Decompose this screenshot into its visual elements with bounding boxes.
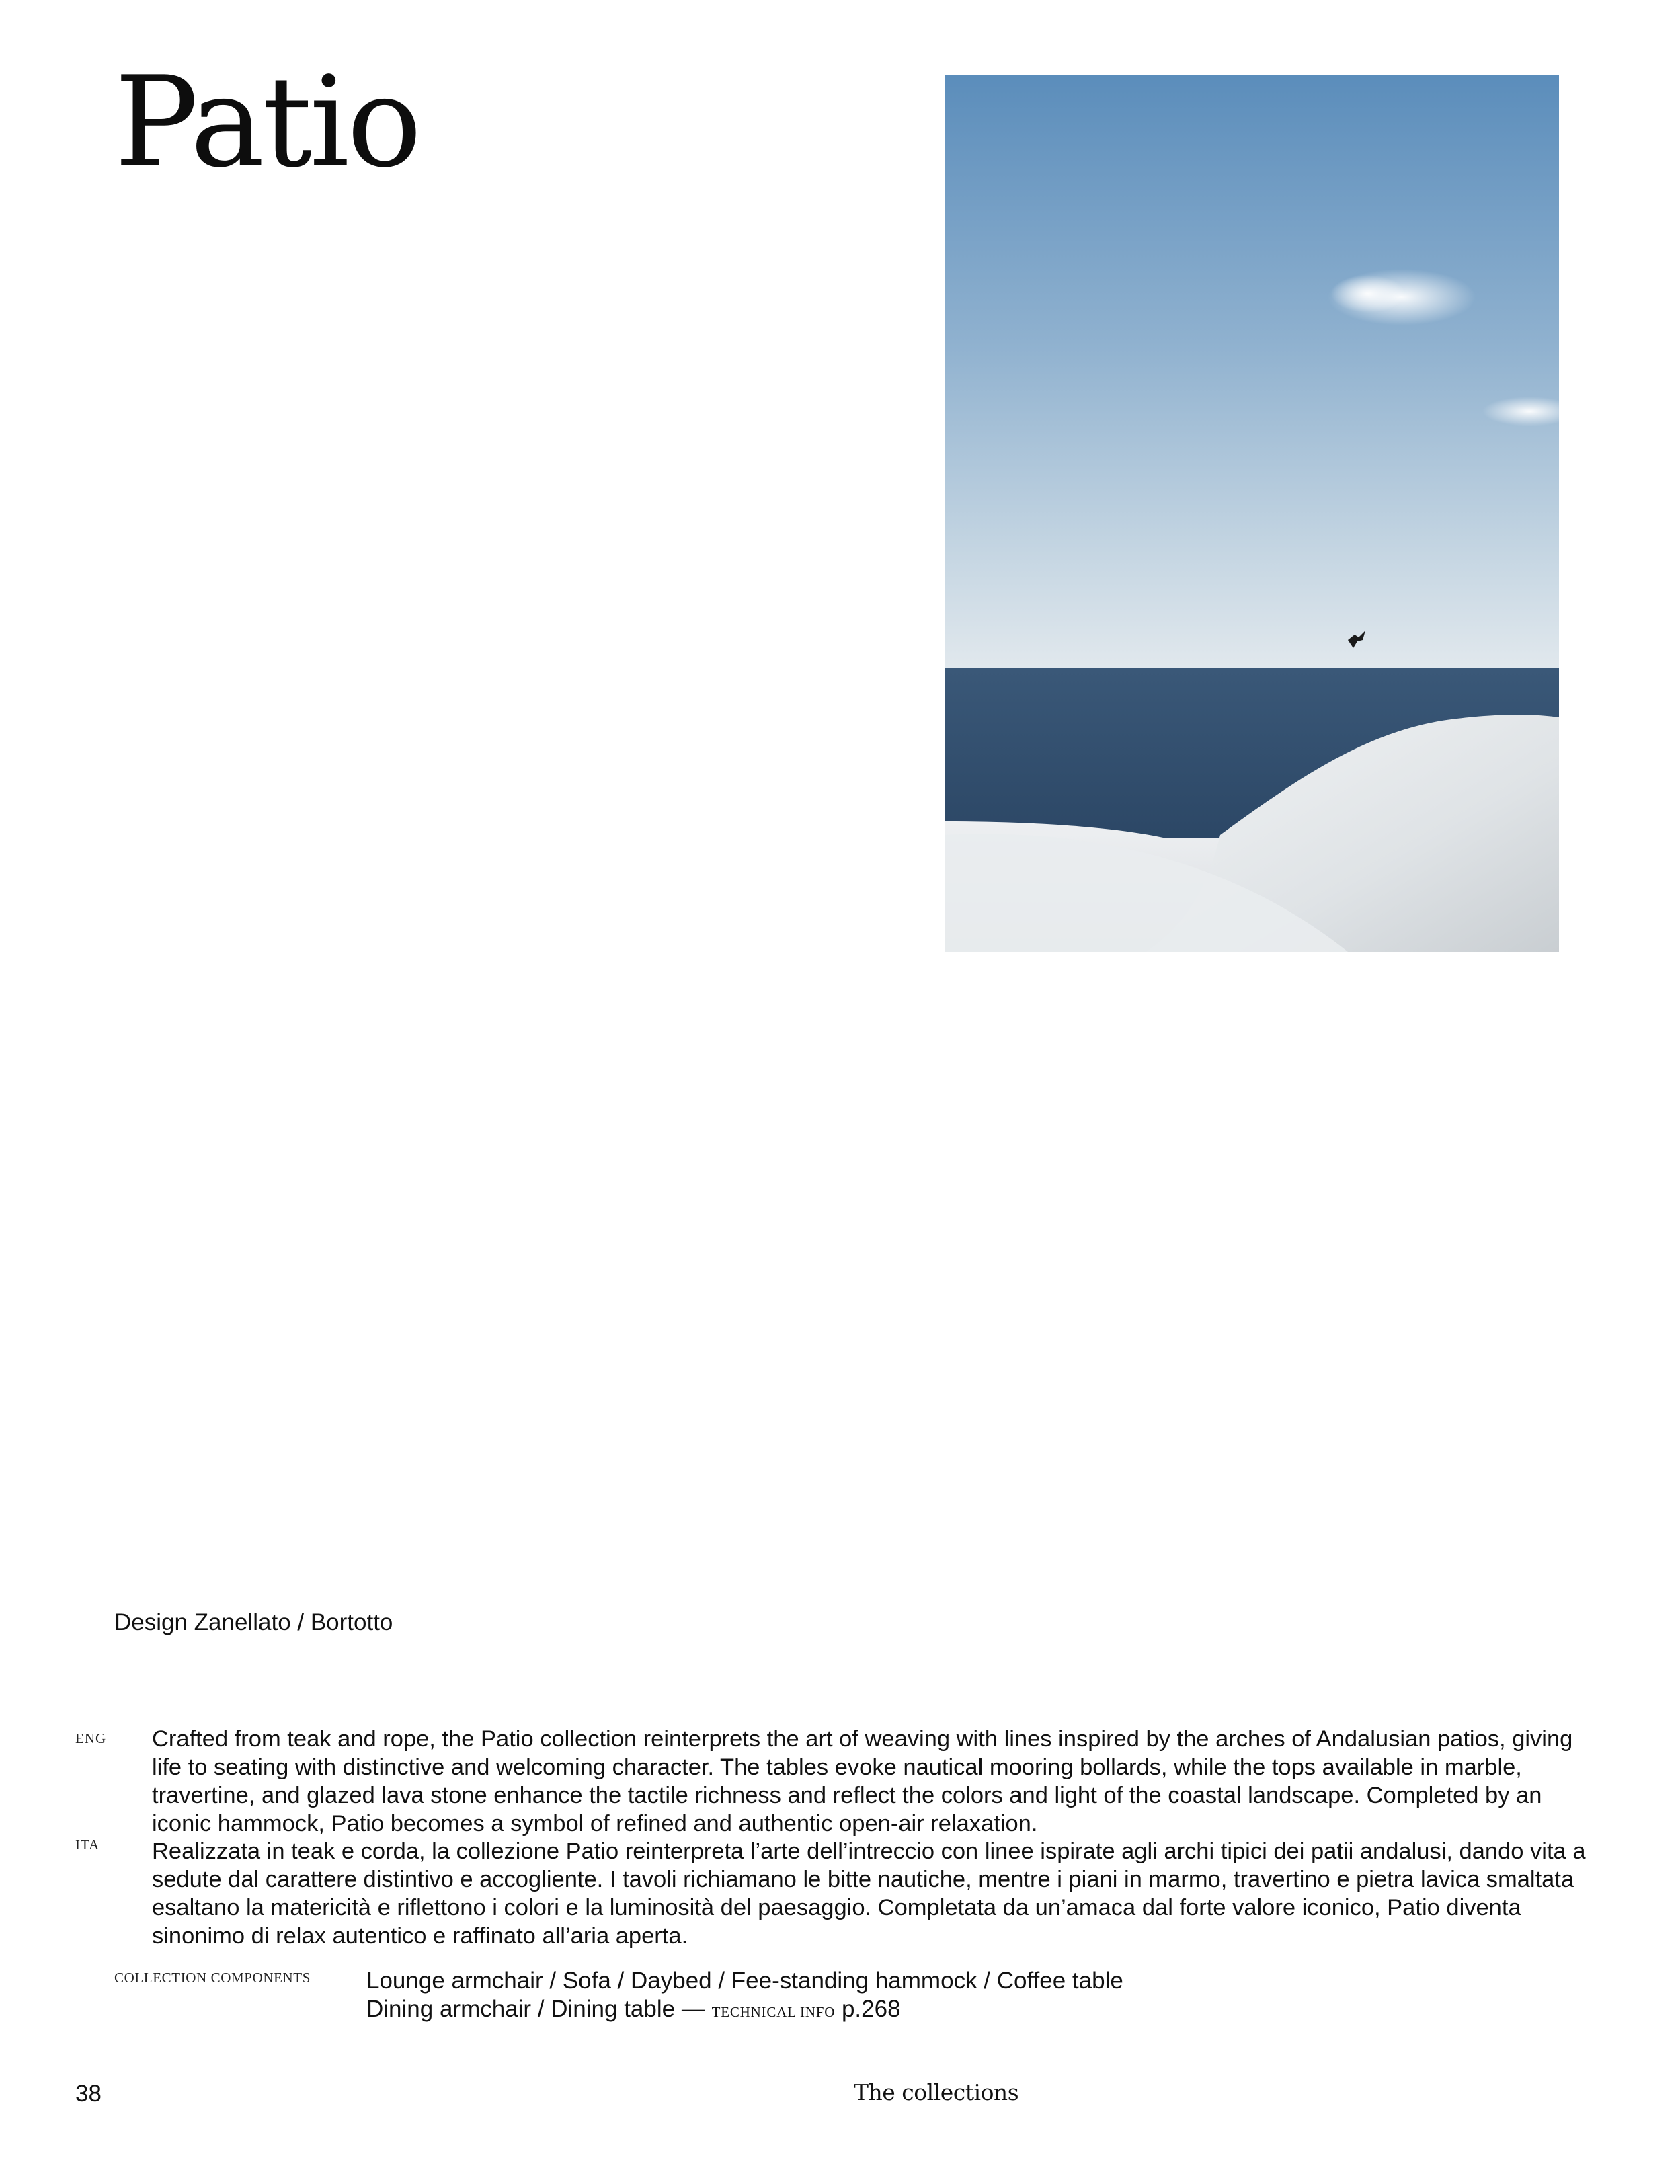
- technical-info-page: p.268: [835, 1996, 901, 2022]
- collection-components-label: COLLECTION COMPONENTS: [114, 1970, 311, 1986]
- coastal-landscape-image: [945, 75, 1559, 952]
- language-tag-ita: ITA: [75, 1836, 100, 1853]
- description-eng: Crafted from teak and rope, the Patio collection reinterprets the art of weaving with lines inspired by the arches of Andalusian patios, giving life to seating with distinctive and welcoming character. The tables evoke nautical mooring bollards, while the tops available in marble, travertine, and glazed lava stone enhance the tactile richness and reflect the colors and light of the coastal landscape. Completed by an iconic hammock, Patio becomes a symbol of refined and authentic open-air relaxation.: [152, 1726, 1573, 1836]
- description-ita: Realizzata in teak e corda, la collezione Patio reinterpreta l’arte dell’intreccio con linee ispirate agli archi tipici dei patii andalusi, dando vita a sedute dal carattere distintivo e accogliente. I tavoli richiamano le bitte nautiche, mentre i piani in marmo, travertino e pietra lavica smaltata esaltano la matericità e riflettono i colori e la luminosità del paesaggio. Completata da un’amaca dal forte valore iconico, Patio diventa sinonimo di relax autentico e raffinato all’aria aperta.: [152, 1838, 1586, 1949]
- collection-components-list: [366, 1967, 1123, 2026]
- components-line-2-text: Dining armchair / Dining table —: [366, 1996, 712, 2022]
- language-tag-eng: ENG: [75, 1730, 107, 1746]
- footer-section-title: The collections: [854, 2079, 1019, 2105]
- components-line-2: [366, 1995, 1123, 2026]
- technical-info-label: TECHNICAL INFO: [711, 2004, 836, 2020]
- designer-credit: Design Zanellato / Bortotto: [114, 1609, 393, 1635]
- components-line-1: Lounge armchair / Sofa / Daybed / Fee-standing hammock / Coffee table: [366, 1968, 1123, 1994]
- page-title: Patio: [114, 49, 419, 195]
- landscape-photo: [945, 75, 1559, 952]
- page-number: 38: [75, 2080, 102, 2107]
